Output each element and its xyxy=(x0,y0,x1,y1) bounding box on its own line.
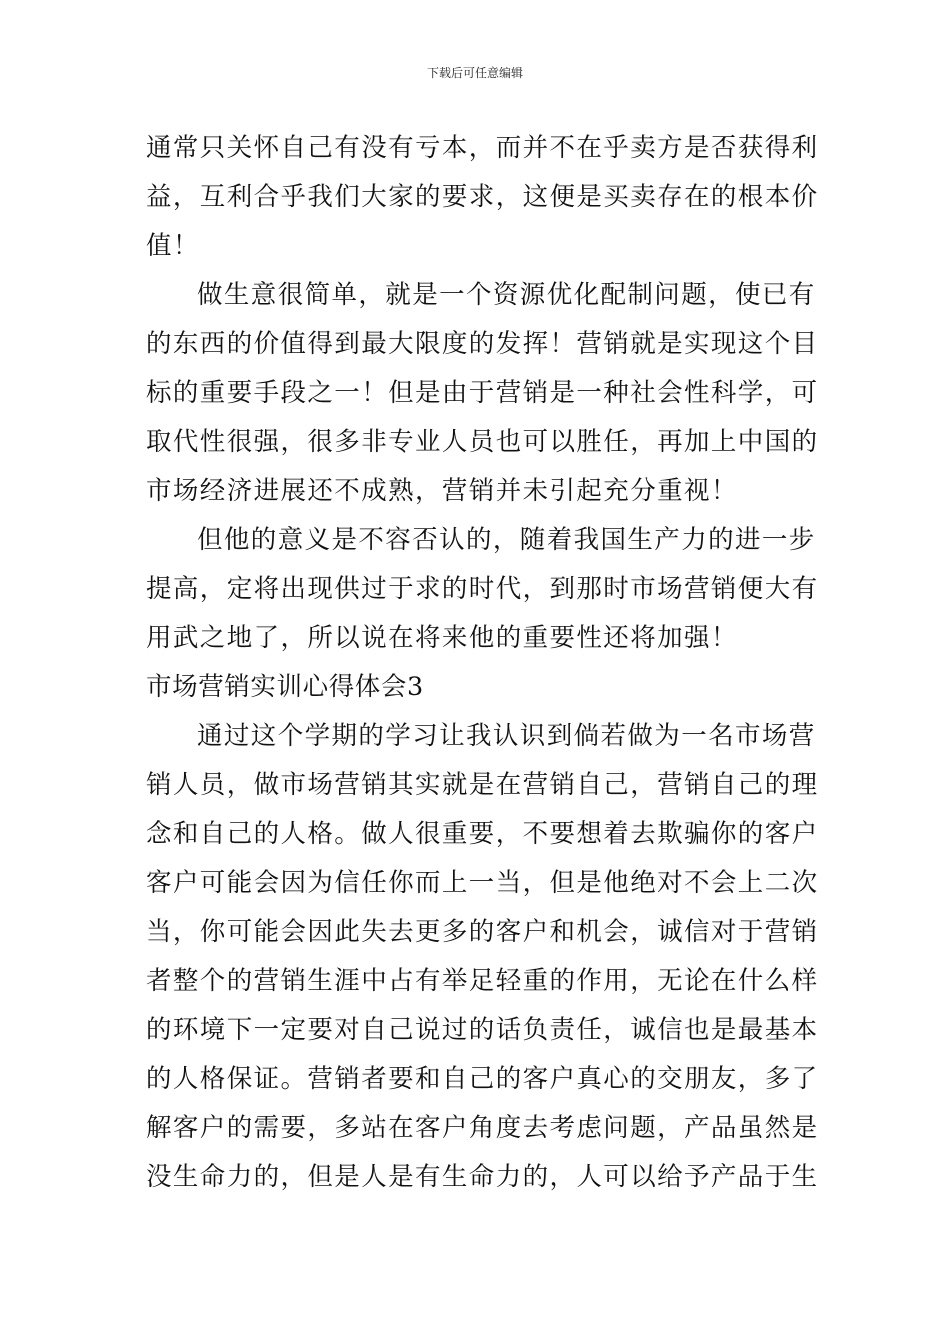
text-line: 益，互利合乎我们大家的要求，这便是买卖存在的根本价 xyxy=(146,182,819,212)
text-line: 当，你可能会因此失去更多的客户和机会，诚信对于营销 xyxy=(146,917,819,947)
text-line: 用武之地了，所以说在将来他的重要性还将加强！ xyxy=(146,623,738,653)
text-line: 没生命力的，但是人是有生命力的，人可以给予产品于生 xyxy=(146,1162,819,1192)
text-line: 解客户的需要，多站在客户角度去考虑问题，产品虽然是 xyxy=(146,1113,819,1143)
text-line: 的人格保证。营销者要和自己的客户真心的交朋友，多了 xyxy=(146,1064,819,1094)
text-line: 客户可能会因为信任你而上一当，但是他绝对不会上二次 xyxy=(146,868,819,898)
text-line: 销人员，做市场营销其实就是在营销自己，营销自己的理 xyxy=(146,770,819,800)
text-line: 值！ xyxy=(146,231,200,261)
page-header: 下载后可任意编辑 xyxy=(426,66,523,80)
section-heading: 市场营销实训心得体会3 xyxy=(146,672,424,702)
text-line: 念和自己的人格。做人很重要，不要想着去欺骗你的客户 xyxy=(146,819,819,849)
document-body xyxy=(146,124,819,1202)
paragraph-first-line: 做生意很简单，就是一个资源优化配制问题，使已有 xyxy=(197,280,816,310)
text-line: 市场经济进展还不成熟，营销并未引起充分重视！ xyxy=(146,476,738,506)
text-line: 通常只关怀自己有没有亏本，而并不在乎卖方是否获得利 xyxy=(146,133,819,163)
paragraph-first-line: 但他的意义是不容否认的，随着我国生产力的进一步 xyxy=(197,525,816,555)
text-line: 提高，定将出现供过于求的时代，到那时市场营销便大有 xyxy=(146,574,819,604)
paragraph-first-line: 通过这个学期的学习让我认识到倘若做为一名市场营 xyxy=(197,721,816,751)
text-line: 者整个的营销生涯中占有举足轻重的作用，无论在什么样 xyxy=(146,966,819,996)
text-line: 的环境下一定要对自己说过的话负责任，诚信也是最基本 xyxy=(146,1015,819,1045)
text-line: 标的重要手段之一！但是由于营销是一种社会性科学，可 xyxy=(146,378,819,408)
text-line: 的东西的价值得到最大限度的发挥！营销就是实现这个目 xyxy=(146,329,819,359)
text-line: 取代性很强，很多非专业人员也可以胜任，再加上中国的 xyxy=(146,427,819,457)
